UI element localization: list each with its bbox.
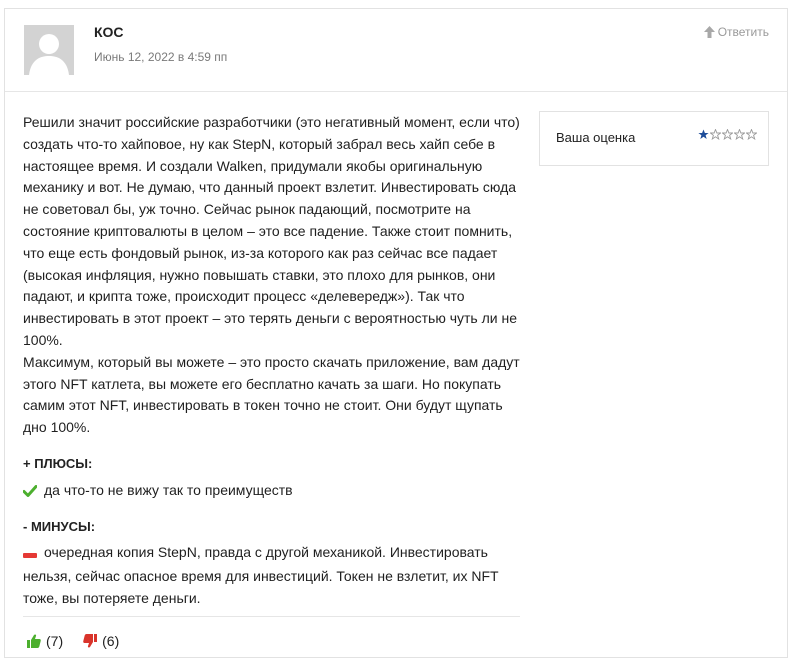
vote-up-button[interactable] — [27, 633, 63, 649]
cons-text: очередная копия StepN, правда с другой механикой. Инвестировать нельзя, сейчас опасное время для инвестиций. Токен не взлетит, их NFT тоже, вы потеряете деньги. — [23, 544, 499, 606]
rating-label: Ваша оценка — [556, 130, 636, 145]
pros-text: да что-то не вижу так то преимуществ — [44, 482, 293, 498]
vote-down-count: (6) — [102, 633, 120, 649]
comment-paragraph: Решили значит российские разработчики (это негативный момент, если что) создать что-то хайповое, ну как StepN, который забрал весь хайп себе в настоящее время. И создали Walken, придумали якобы оригинальную механику и вот. Не думаю, что данный проект взлетит. Инвестировать сюда не советовал бы, уж точно. Сейчас рынок падающий, посмотрите на состояние криптовалюты в целом – это все падение. Также стоит помнить, что еще есть фондовый рынок, из-за которого как раз сейчас все падает (высокая инфляция, нужно повышать ставки, это плохо для рынков, они падают, и крипта тоже, происходит процесс «делевередж»). Так что инвестировать в этот проект – это терять деньги с вероятностью чуть ли не 100%. — [23, 114, 520, 348]
star-empty-icon[interactable] — [710, 129, 721, 140]
comment-date: Июнь 12, 2022 в 4:59 пп — [94, 50, 228, 64]
cons-title: - МИНУСЫ: — [23, 519, 96, 534]
avatar — [24, 25, 74, 75]
author-name: КОС — [94, 24, 124, 40]
vote-down-button[interactable] — [83, 633, 119, 649]
arrow-up-icon — [704, 26, 715, 38]
thumb-down-icon — [83, 634, 97, 648]
divider — [23, 616, 520, 617]
thumb-up-icon — [27, 634, 41, 648]
comment-paragraph: Максимум, который вы можете – это просто скачать приложение, вам дадут этого NFT катлета, вы можете его бесплатно качать за шаги. Но покупать самим этот NFT, инвестировать в токен точно не стоит. Они будут щупать дно 100%. — [23, 353, 520, 436]
cons-item — [23, 541, 523, 609]
review-header — [5, 9, 787, 92]
star-empty-icon[interactable] — [722, 129, 733, 140]
review-card — [4, 8, 788, 658]
rating-stars[interactable] — [698, 129, 757, 140]
comment-body — [23, 112, 523, 439]
star-empty-icon[interactable] — [734, 129, 745, 140]
user-avatar-icon — [24, 25, 74, 75]
pros-title: + ПЛЮСЫ: — [23, 456, 93, 471]
star-empty-icon[interactable] — [746, 129, 757, 140]
rating-widget — [539, 111, 769, 166]
vote-up-count: (7) — [46, 633, 64, 649]
star-filled-icon[interactable] — [698, 129, 709, 140]
pros-item — [23, 479, 523, 503]
reply-button[interactable] — [704, 25, 769, 39]
check-icon — [23, 481, 37, 503]
reply-label: Ответить — [717, 25, 769, 39]
minus-icon — [23, 543, 37, 565]
vote-bar — [27, 633, 119, 649]
